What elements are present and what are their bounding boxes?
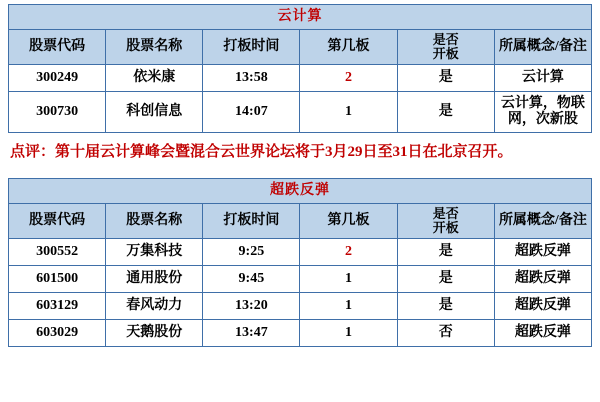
stock-table-oversold-rebound xyxy=(8,178,592,347)
cell-stock-code: 300552 xyxy=(9,238,106,265)
cell-concept: 超跌反弹 xyxy=(494,265,591,292)
header-board-count: 第几板 xyxy=(300,203,397,238)
cell-opened: 否 xyxy=(397,319,494,346)
cell-stock-name: 通用股份 xyxy=(106,265,203,292)
header-stock-code: 股票代码 xyxy=(9,203,106,238)
section-title: 云计算 xyxy=(9,5,592,30)
cell-stock-code: 603029 xyxy=(9,319,106,346)
header-opened-line1: 是否 xyxy=(432,32,459,48)
cell-concept: 超跌反弹 xyxy=(494,292,591,319)
section-title: 超跌反弹 xyxy=(9,178,592,203)
table-row xyxy=(9,238,592,265)
header-concept: 所属概念/备注 xyxy=(494,30,591,65)
header-concept: 所属概念/备注 xyxy=(494,203,591,238)
cell-board-count: 1 xyxy=(300,319,397,346)
header-board-count: 第几板 xyxy=(300,30,397,65)
header-board-time: 打板时间 xyxy=(203,203,300,238)
header-opened xyxy=(397,203,494,238)
header-stock-code: 股票代码 xyxy=(9,30,106,65)
table-row xyxy=(9,319,592,346)
table-row xyxy=(9,65,592,92)
table-header-row xyxy=(9,203,592,238)
cell-stock-code: 300730 xyxy=(9,92,106,133)
cell-concept: 云计算，物联网，次新股 xyxy=(494,92,591,133)
section-comment: 点评：第十届云计算峰会暨混合云世界论坛将于3月29日至31日在北京召开。 xyxy=(10,144,513,160)
cell-stock-code: 300249 xyxy=(9,65,106,92)
cell-board-count: 1 xyxy=(300,292,397,319)
cell-stock-code: 601500 xyxy=(9,265,106,292)
table-row xyxy=(9,265,592,292)
header-opened-line2: 开板 xyxy=(432,219,459,235)
cell-stock-name: 万集科技 xyxy=(106,238,203,265)
cell-opened: 是 xyxy=(397,65,494,92)
cell-board-time: 13:47 xyxy=(203,319,300,346)
cell-opened: 是 xyxy=(397,238,494,265)
cell-board-time: 14:07 xyxy=(203,92,300,133)
header-opened xyxy=(397,30,494,65)
cell-board-count: 1 xyxy=(300,92,397,133)
header-opened-line1: 是否 xyxy=(432,206,459,222)
cell-board-time: 9:45 xyxy=(203,265,300,292)
cell-board-count: 2 xyxy=(300,65,397,92)
table-row xyxy=(9,92,592,133)
cell-board-count: 2 xyxy=(300,238,397,265)
cell-stock-name: 春风动力 xyxy=(106,292,203,319)
cell-concept: 云计算 xyxy=(494,65,591,92)
table-row xyxy=(9,292,592,319)
section-spacer xyxy=(8,168,592,178)
cell-stock-name: 依米康 xyxy=(106,65,203,92)
cell-stock-name: 科创信息 xyxy=(106,92,203,133)
header-stock-name: 股票名称 xyxy=(106,30,203,65)
table-header-row xyxy=(9,30,592,65)
cell-board-time: 9:25 xyxy=(203,238,300,265)
cell-opened: 是 xyxy=(397,92,494,133)
cell-board-count: 1 xyxy=(300,265,397,292)
header-opened-line2: 开板 xyxy=(432,46,459,61)
cell-concept: 超跌反弹 xyxy=(494,319,591,346)
cell-concept: 超跌反弹 xyxy=(494,238,591,265)
cell-stock-name: 天鹅股份 xyxy=(106,319,203,346)
header-stock-name: 股票名称 xyxy=(106,203,203,238)
cell-opened: 是 xyxy=(397,265,494,292)
stock-table-cloud-computing xyxy=(8,4,592,133)
table-title-row xyxy=(9,178,592,203)
header-board-time: 打板时间 xyxy=(203,30,300,65)
cell-board-time: 13:58 xyxy=(203,65,300,92)
cell-stock-code: 603129 xyxy=(9,292,106,319)
table-title-row xyxy=(9,5,592,30)
cell-board-time: 13:20 xyxy=(203,292,300,319)
cell-opened: 是 xyxy=(397,292,494,319)
